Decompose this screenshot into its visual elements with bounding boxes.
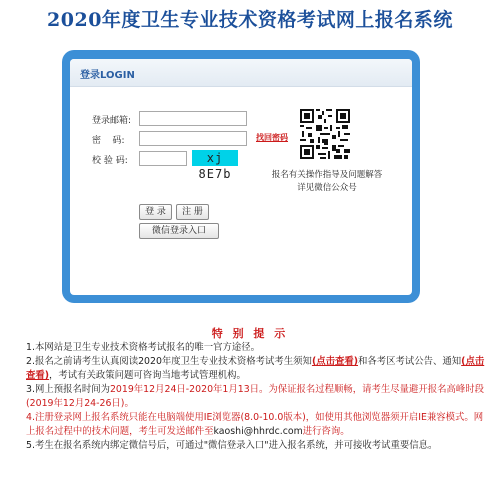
candidate-guide-link[interactable]: (点击查看)	[311, 356, 359, 367]
wechat-login-button[interactable]: 微信登录入口	[139, 223, 219, 239]
captcha-label: 校 验 码:	[92, 156, 128, 166]
notice-item-5: 5.考生在报名系统内绑定微信号后，可通过"微信登录入口"进入报名系统，并可接收考试重要信息。	[26, 440, 438, 451]
login-header	[70, 59, 412, 87]
register-button[interactable]: 注 册	[176, 204, 209, 220]
notice-item-2	[26, 355, 486, 383]
login-title: 登录LOGIN	[80, 70, 135, 81]
password-label: 密 码:	[92, 136, 125, 146]
wechat-qr-code-icon	[300, 109, 350, 159]
email-field[interactable]	[139, 111, 247, 126]
login-panel-frame	[62, 50, 420, 303]
login-card	[70, 59, 412, 295]
notice-item-4	[26, 411, 486, 439]
email-label: 登录邮箱:	[92, 116, 132, 126]
notice-item-3	[26, 383, 486, 411]
captcha-field[interactable]	[139, 151, 187, 166]
notice-item-2-text-a: 2.报名之前请考生认真阅读2020年度卫生专业技术资格考试考生须知	[26, 356, 312, 367]
captcha-image[interactable]: xj 8E7b	[192, 150, 238, 166]
page-title: 2020年度卫生专业技术资格考试网上报名系统	[47, 9, 453, 31]
qr-caption-line-1: 报名有关操作指导及问题解答	[271, 170, 383, 180]
notice-item-3-text: 3.网上预报名时间为	[26, 384, 110, 395]
exam-notice-link[interactable]: (点击查看)	[26, 356, 485, 381]
notice-item-4-text: 4.注册登录网上报名系统只能在电脑端使用IE浏览器(8.0-10.0版本)，如使用其他浏览器须开启IE兼容模式。网上报名过程中的技术问题，考生可发送邮件至	[26, 412, 484, 437]
retrieve-password-link[interactable]: 找回密码	[256, 133, 288, 142]
notice-item-4-end: 进行咨询。	[302, 426, 350, 437]
notice-item-2-text-b: 和各考区考试公告、通知	[358, 356, 462, 367]
notice-title: 特 别 提 示	[211, 327, 289, 340]
notice-item-1: 1.本网站是卫生专业技术资格考试报名的唯一官方途径。	[26, 342, 260, 353]
login-button[interactable]: 登 录	[139, 204, 172, 220]
notice-item-3-dates: 2019年12月24日-2020年1月13日。为保证报名过程顺畅，请考生尽量避开报名高峰时段(2019年12月24-26日)。	[26, 384, 485, 409]
qr-caption-line-2: 详见微信公众号	[297, 183, 357, 193]
password-field[interactable]	[139, 131, 247, 146]
qr-caption	[260, 169, 394, 195]
notice-list	[26, 341, 486, 453]
support-email: kaoshi@hhrdc.com	[213, 426, 303, 437]
notice-item-2-text-c: ，考试有关政策问题可咨询当地考试管理机构。	[49, 370, 246, 381]
